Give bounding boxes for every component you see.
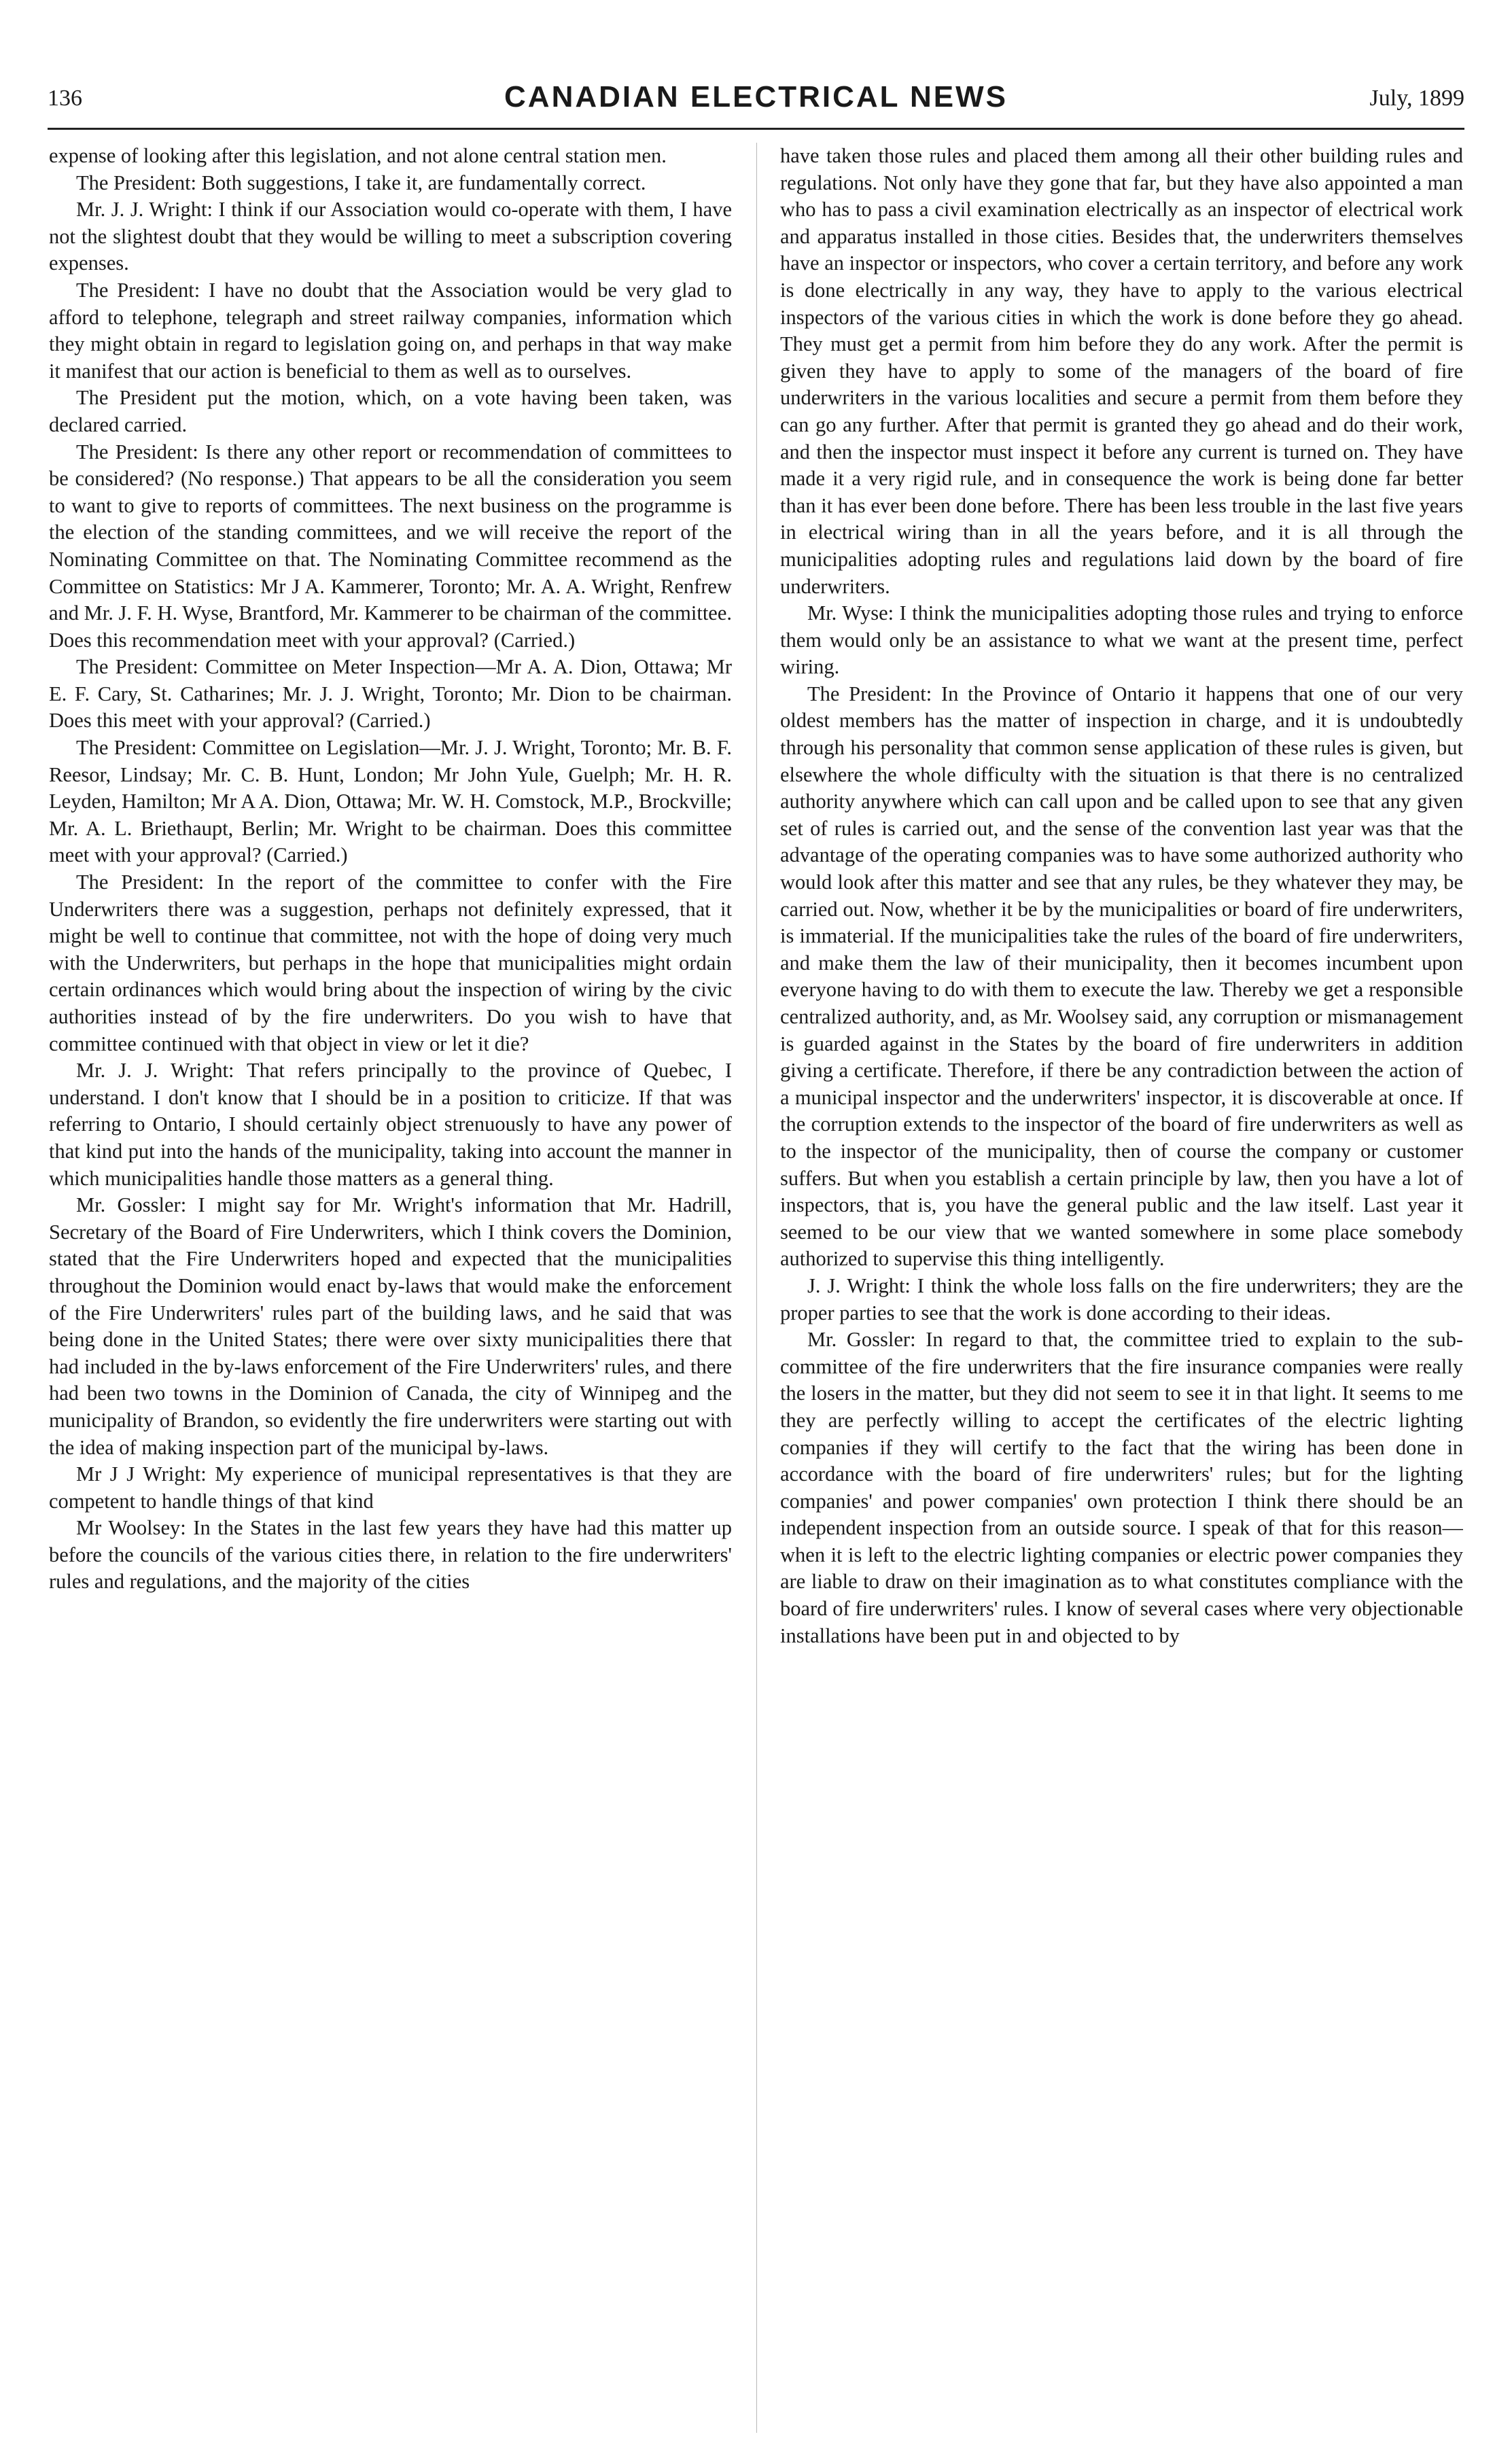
paragraph: The President: Committee on Meter Inspection—Mr A. A. Dion, Ottawa; Mr E. F. Cary, St. Catharines; Mr. J. J. Wright, Toronto; Mr. Dion to be chairman. Does this meet with your approval? (Carried.) [49,655,732,733]
page-header [48,80,1464,124]
header-rule [48,128,1464,130]
journal-title: CANADIAN ELECTRICAL NEWS [504,80,1008,113]
paragraph: expense of looking after this legislation, and not alone central station men. [49,144,667,167]
paragraph: Mr Woolsey: In the States in the last few years they have had this matter up before the councils of the various cities there, in relation to the fire underwriters' rules and regulations, and the majority of the cities [49,1516,732,1594]
paragraph: The President: Committee on Legislation—Mr. J. J. Wright, Toronto; Mr. B. F. Reesor, Lindsay; Mr. C. B. Hunt, London; Mr John Yule, Guelph; Mr. H. R. Leyden, Hamilton; Mr A A. Dion, Ottawa; Mr. W. H. Comstock, M.P., Brockville; Mr. A. L. Briethaupt, Berlin; Mr. Wright to be chairman. Does this committee meet with your approval? (Carried.) [49,736,732,867]
right-column [780,143,1463,2433]
paragraph: J. J. Wright: I think the whole loss falls on the fire underwriters; they are the proper parties to see that the work is done according to their ideas. [780,1273,1463,1324]
left-column [49,143,732,2433]
paragraph: The President: In the report of the committee to confer with the Fire Underwriters there was a suggestion, perhaps not definitely expressed, that it might be well to continue that committee, not with the hope of doing very much with the Underwriters, but perhaps in the hope that municipalities might ordain certain ordinances which would bring about the inspection of wiring by the civic authorities instead of by the fire underwriters. Do you wish to have that committee continued with that object in view or let it die? [49,871,732,1055]
paragraph: Mr. Wyse: I think the municipalities adopting those rules and trying to enforce them would only be an assistance to what we want at the present time, perfect wiring. [780,601,1463,679]
paragraph: Mr. J. J. Wright: That refers principally to the province of Quebec, I understand. I don't know that I should be in a position to criticize. If that was referring to Ontario, I should certainly object strenuously to have any power of that kind put into the hands of the municipality, taking into account the manner in which municipalities handle those matters as a general thing. [49,1059,732,1190]
paragraph: Mr J J Wright: My experience of municipal representatives is that they are competent to handle things of that kind [49,1462,732,1513]
paragraph: The President put the motion, which, on a vote having been taken, was declared carried. [49,386,732,436]
page-number: 136 [48,86,82,111]
issue-date: July, 1899 [1369,86,1464,111]
paragraph: Mr. J. J. Wright: I think if our Association would co-operate with them, I have not the slightest doubt that they would be willing to meet a subscription covering expenses. [49,198,732,275]
paragraph: have taken those rules and placed them among all their other building rules and regulations. Not only have they gone that far, but they have also appointed a man who has to pass a civil examination electrically as an inspector of electrical work and apparatus installed in those cities. Besides that, the underwriters themselves have an inspector or inspectors, who cover a certain territory, and before any work is done electrically in any way, they have to apply to the various electrical inspectors of the various cities in which the work is done before they go ahead. They must get a permit from him before they do any work. After the permit is given they have to apply to some of the managers of the board of fire underwriters in the various localities and secure a permit from them before they can go any further. After that permit is granted they go ahead and do their work, and then the inspector must inspect it before any current is turned on. They have made it a very rigid rule, and in consequence the work is being done far better than it has ever been done before. There has been less trouble in the last five years in electrical wiring than in all the years before, and it is all through the municipalities adopting rules and regulations laid down by the board of fire underwriters. [780,144,1463,598]
paragraph: Mr. Gossler: I might say for Mr. Wright's information that Mr. Hadrill, Secretary of the Board of Fire Underwriters, which I think covers the Dominion, stated that the Fire Underwriters hoped and expected that the municipalities throughout the Dominion would enact by-laws that would make the enforcement of the Fire Underwriters' rules part of the building laws, and he said that was being done in the United States; there were over sixty municipalities there that had included in the by-laws enforcement of the Fire Underwriters' rules, and there had been two towns in the Dominion of Canada, the city of Winnipeg and the municipality of Brandon, so evidently the fire underwriters were starting out with the idea of making inspection part of the municipal by-laws. [49,1193,732,1459]
paragraph: The President: Is there any other report or recommendation of committees to be considered? (No response.) That appears to be all the consideration you seem to want to give to reports of committees. The next business on the programme is the election of the standing committees, and we will receive the report of the Nominating Committee on that. The Nominating Committee recommend as the Committee on Statistics: Mr J A. Kammerer, Toronto; Mr. A. A. Wright, Renfrew and Mr. J. F. H. Wyse, Brantford, Mr. Kammerer to be chairman of the committee. Does this recommendation meet with your approval? (Carried.) [49,440,732,652]
column-divider [756,143,757,2433]
paragraph: The President: In the Province of Ontario it happens that one of our very oldest members has the matter of inspection in charge, and it is undoubtedly through his personality that common sense application of these rules is given, but elsewhere the whole difficulty with the situation is that there is no centralized authority anywhere which can call upon and be called upon to see that any given set of rules is carried out, and the sense of the convention last year was that the advantage of the operating companies was to have some authorized authority who would look after this matter and see that any rules, be they whatever they may, be carried out. Now, whether it be by the municipalities or board of fire underwriters, is immaterial. If the municipalities take the rules of the board of fire underwriters, and make them the law of their municipality, then it becomes incumbent upon everyone having to do with them to execute the law. Thereby we get a responsible centralized authority, and, as Mr. Woolsey said, any corruption or mismanagement is guarded against in the States by the board of fire underwriters in addition giving a certificate. Therefore, if there be any contradiction between the action of a municipal inspector and the underwriters' inspector, it is discoverable at once. If the corruption extends to the inspector of the board of fire underwriters as well as to the inspector of the municipality, then of course the company or customer suffers. But when you establish a certain principle by law, then you have a lot of inspectors, that is, you have the general public and the law itself. Last year it seemed to be our view that we wanted somewhere in some place somebody authorized to supervise this thing intelligently. [780,682,1463,1271]
paragraph: Mr. Gossler: In regard to that, the committee tried to explain to the sub-committee of the fire underwriters that the fire insurance companies were really the losers in the matter, but they did not seem to see it in that light. It seems to me they are perfectly willing to accept the certificates of the electric lighting companies if they will certify to the fact that the wiring has been done in accordance with the board of fire underwriters' rules; but for the lighting companies' and power companies' own protection I think there should be an independent inspection from an outside source. I speak of that for this reason—when it is left to the electric lighting companies or electric power companies they are liable to draw on their imagination as to what constitutes compliance with the board of fire underwriters' rules. I know of several cases where very objectionable installations have been put in and objected to by [780,1328,1463,1647]
paragraph: The President: I have no doubt that the Association would be very glad to afford to telephone, telegraph and street railway companies, information which they might obtain in regard to legislation going on, and perhaps in that way make it manifest that our action is beneficial to them as well as to ourselves. [49,278,732,383]
paragraph: The President: Both suggestions, I take it, are fundamentally correct. [76,171,646,194]
